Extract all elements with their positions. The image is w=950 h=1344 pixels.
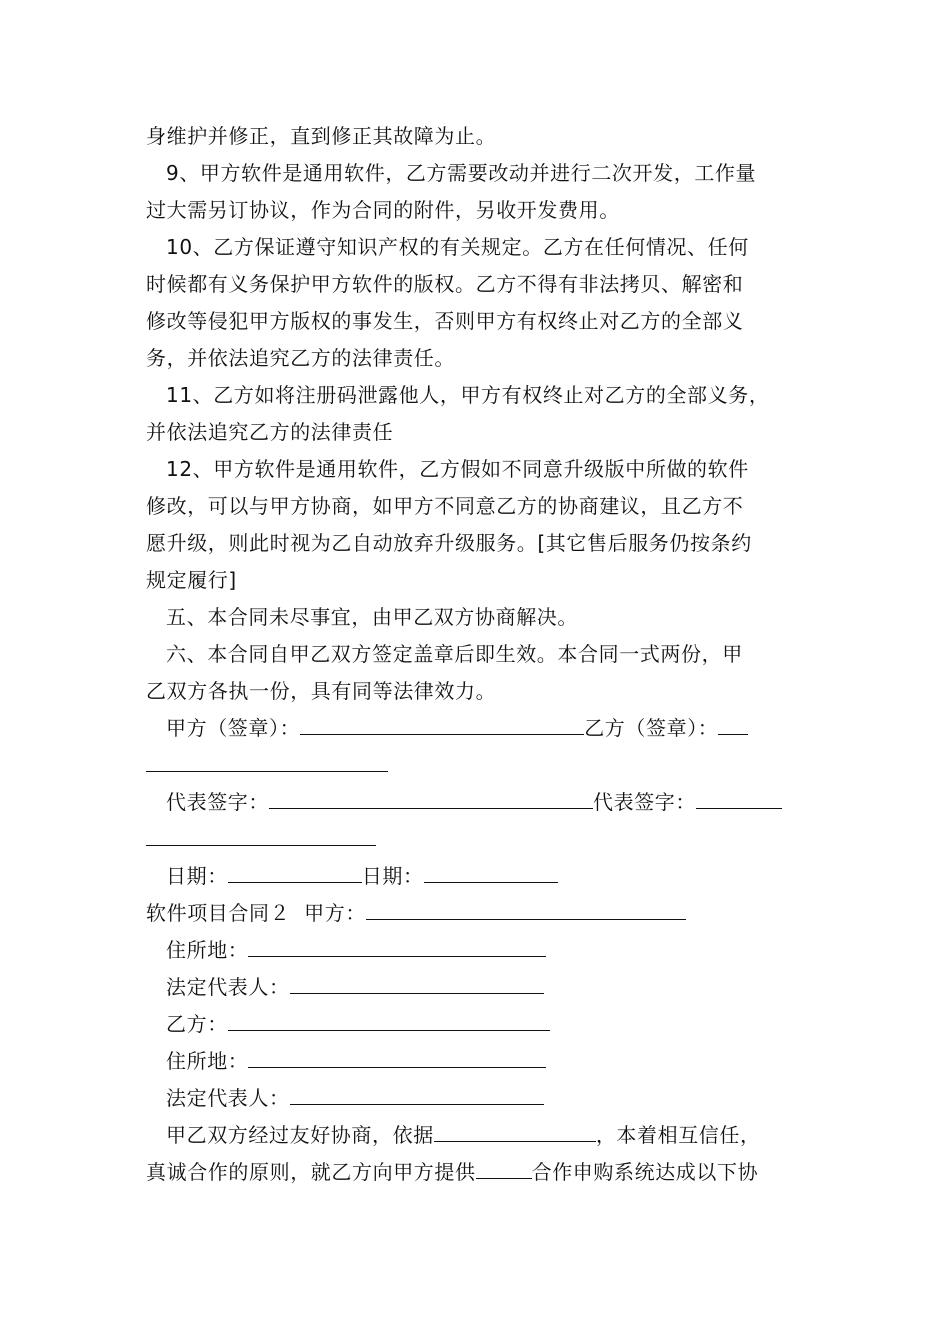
paragraph-line: 10、乙方保证遵守知识产权的有关规定。乙方在任何情况、任何	[166, 235, 749, 259]
paragraph-line: 身维护并修正，直到修正其故障为止。	[146, 124, 497, 148]
party-a-seal-blank[interactable]	[300, 714, 584, 735]
contract2-address-a-row	[166, 936, 836, 964]
paragraph-line: 11、乙方如将注册码泄露他人，甲方有权终止对乙方的全部义务，	[166, 383, 770, 407]
intro-text: 甲乙双方经过友好协商，依据	[166, 1123, 434, 1147]
legal-rep-b-blank[interactable]	[290, 1084, 544, 1105]
paragraph-line: 修改，可以与甲方协商，如甲方不同意乙方的协商建议，且乙方不	[146, 494, 744, 518]
rep-a-label: 代表签字：	[166, 790, 269, 814]
party-b-seal-label: 乙方（签章）：	[584, 716, 719, 740]
signature-row-seal	[166, 714, 836, 742]
paragraph-line: 五、本合同未尽事宜，由甲乙双方协商解决。	[166, 605, 578, 629]
party-b-label: 乙方：	[166, 1012, 228, 1036]
paragraph-line: 过大需另订协议，作为合同的附件，另收开发费用。	[146, 198, 620, 222]
contract2-party-b-row	[166, 1010, 836, 1038]
paragraph-line: 修改等侵犯甲方版权的事发生，否则甲方有权终止对乙方的全部义	[146, 309, 744, 333]
paragraph-line: 六、本合同自甲乙双方签定盖章后即生效。本合同一式两份，甲	[166, 642, 743, 666]
address-b-blank[interactable]	[248, 1047, 546, 1068]
address-a-blank[interactable]	[248, 936, 546, 957]
rep-a-blank[interactable]	[269, 788, 593, 809]
intro-text: ，本着相互信任，	[595, 1123, 761, 1147]
party-b-seal-blank[interactable]	[718, 714, 748, 735]
signature-row-rep	[166, 788, 836, 816]
paragraph-line: 规定履行]	[146, 568, 237, 592]
contract2-party-a-blank[interactable]	[366, 899, 686, 920]
paragraph-line: 愿升级，则此时视为乙自动放弃升级服务。[其它售后服务仍按条约	[146, 531, 752, 555]
rep-b-label: 代表签字：	[593, 790, 696, 814]
contract2-intro-line-2	[146, 1158, 816, 1186]
address-a-label: 住所地：	[166, 938, 249, 962]
date-b-blank[interactable]	[424, 862, 558, 883]
party-a-seal-label: 甲方（签章）：	[166, 716, 301, 740]
paragraph-line: 9、甲方软件是通用软件，乙方需要改动并进行二次开发，工作量	[166, 161, 757, 185]
date-a-label: 日期：	[166, 864, 228, 888]
date-b-label: 日期：	[361, 864, 424, 888]
intro-text: 合作申购系统达成以下协	[531, 1160, 759, 1184]
rep-b-blank-cont[interactable]	[146, 825, 376, 846]
signature-row-date	[166, 862, 836, 890]
paragraph-line: 乙双方各执一份，具有同等法律效力。	[146, 679, 497, 703]
rep-b-blank[interactable]	[696, 788, 782, 809]
system-blank[interactable]	[476, 1158, 532, 1179]
contract2-intro-line-1	[166, 1121, 836, 1149]
contract2-title: 软件项目合同２	[146, 901, 291, 925]
paragraph-line: 12、甲方软件是通用软件，乙方假如不同意升级版中所做的软件	[166, 457, 749, 481]
party-b-seal-blank-cont[interactable]	[146, 751, 388, 772]
contract2-party-a-label: 甲方：	[304, 901, 366, 925]
contract2-title-row	[146, 899, 816, 927]
paragraph-line: 并依法追究乙方的法律责任	[146, 420, 394, 444]
legal-rep-a-blank[interactable]	[290, 973, 544, 994]
paragraph-line: 时候都有义务保护甲方软件的版权。乙方不得有非法拷贝、解密和	[146, 272, 744, 296]
intro-text: 真诚合作的原则，就乙方向甲方提供	[146, 1160, 476, 1184]
address-b-label: 住所地：	[166, 1049, 249, 1073]
party-b-blank[interactable]	[228, 1010, 550, 1031]
signature-row-rep-cont	[146, 825, 816, 853]
contract2-legal-rep-b-row	[166, 1084, 836, 1112]
contract2-address-b-row	[166, 1047, 836, 1075]
paragraph-line: 务，并依法追究乙方的法律责任。	[146, 346, 455, 370]
signature-row-seal-cont	[146, 751, 816, 779]
basis-blank[interactable]	[434, 1121, 596, 1142]
contract2-legal-rep-a-row	[166, 973, 836, 1001]
legal-rep-b-label: 法定代表人：	[166, 1086, 290, 1110]
date-a-blank[interactable]	[228, 862, 362, 883]
legal-rep-a-label: 法定代表人：	[166, 975, 290, 999]
